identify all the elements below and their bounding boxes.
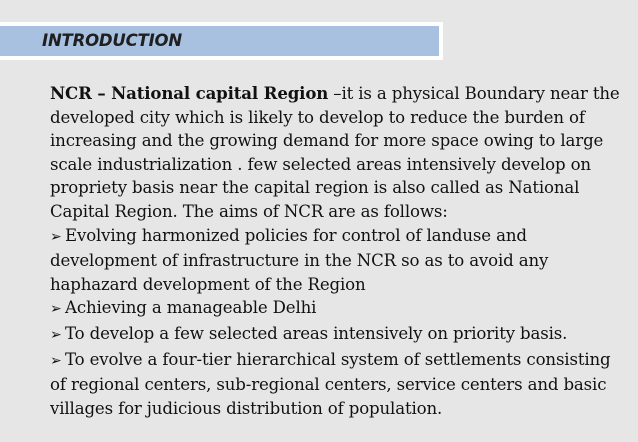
bullet-item	[50, 348, 620, 421]
slide-content	[50, 82, 620, 420]
bullet-text: To develop a few selected areas intensively on priority basis.	[65, 323, 568, 343]
title-banner	[0, 22, 443, 60]
bullet-item	[50, 296, 620, 322]
intro-paragraph	[50, 82, 620, 224]
arrow-bullet-icon: ➢	[50, 352, 62, 369]
arrow-bullet-icon: ➢	[50, 326, 62, 343]
slide-title: INTRODUCTION	[42, 31, 182, 50]
bullet-text: Achieving a manageable Delhi	[65, 298, 317, 318]
bullet-text: Evolving harmonized policies for control of landuse and development of infrastructure in the NCR so as to avoid any haphazard development of the Region	[50, 225, 549, 294]
bullet-text: To evolve a four-tier hierarchical system of settlements consisting of regional centers, sub-regional centers, service centers and basic villages for judicious distribution of population.	[50, 349, 611, 418]
intro-text: –it is a physical Boundary near the developed city which is likely to develop to reduce the burden of increasing and the growing demand for more space owing to large scale industrialization . few selected areas intensively develop on propriety basis near the capital region is also called as National Capital Region. The aims of NCR are as follows:	[50, 84, 620, 221]
arrow-bullet-icon: ➢	[50, 228, 62, 245]
arrow-bullet-icon: ➢	[50, 301, 62, 318]
bullet-item	[50, 224, 620, 297]
bullet-item	[50, 322, 620, 348]
intro-term: NCR – National capital Region	[50, 83, 329, 103]
